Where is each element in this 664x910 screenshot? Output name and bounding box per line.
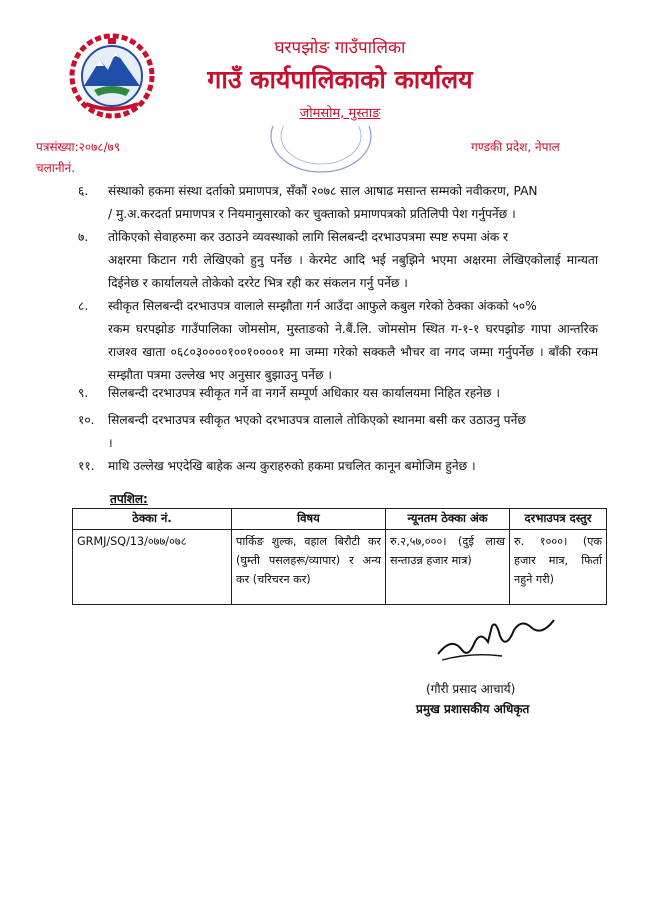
clause-text: माथि उल्लेख भएदेखि बाहेक अन्य कुराहरुको हकमा प्रचलित कानून बमोजिम हुनेछ । xyxy=(108,459,476,473)
clause-number: ६. xyxy=(78,184,89,198)
subject-cell: पार्किङ शुल्क, वहाल बिरौटी कर (घुम्ती पसलहरू/व्यापार) र अन्य कर (चरिचरन कर) xyxy=(232,530,386,605)
clause-continuation: / मु.अ.करदर्ता प्रमाणपत्र र नियमानुसारको कर चुक्ताको प्रमाणपत्रको प्रतिलिपी पेश गर्नुपर्नेछ । xyxy=(108,207,516,221)
clause-continuation: रकम घरपझोङ गाउँपालिका जोमसोम, मुस्ताङको ने.बैं.लि. जोमसोम स्थित ग-१-१ घरपझोङ गापा आन्तरिक राजश्व खाता ०६८०३००००१००१००००१ मा जम्मा गरेको सक्कलै भौचर वा नगद जम्मा गर्नुपर्नेछ । बाँकी रकम सम्झौता पत्रमा उल्लेख भए अनुसार बुझाउनु पर्नेछ । xyxy=(108,322,598,382)
dispatch-number: चलानीनं. xyxy=(36,161,76,175)
clause-6 xyxy=(78,180,598,226)
column-header: विषय xyxy=(232,509,386,530)
contract-table xyxy=(72,508,607,605)
clause-number: ८. xyxy=(78,299,89,313)
nepal-emblem-logo xyxy=(64,30,160,122)
municipality-name: घरपझोङ गाउँपालिका xyxy=(274,38,406,58)
office-title: गाउँ कार्यपालिकाको कार्यालय xyxy=(207,65,473,94)
schedule-heading: तपशिल: xyxy=(110,492,148,506)
clause-number: १०. xyxy=(78,413,95,427)
clause-continuation: । xyxy=(108,436,113,450)
clause-9 xyxy=(78,382,598,405)
province-label: गण्डकी प्रदेश, नेपाल xyxy=(471,140,560,154)
minimum-amount-cell: रु.२,५७,०००। (दुई लाख सन्ताउन्न हजार मात्र) xyxy=(386,530,510,605)
clause-number: ९. xyxy=(78,386,89,400)
clause-number: ११. xyxy=(78,459,95,473)
column-header: दरभाउपत्र दस्तुर xyxy=(510,509,607,530)
clause-8 xyxy=(78,295,598,387)
signatory-name: (गौरी प्रसाद आचार्य) xyxy=(426,682,516,696)
column-header: न्यूनतम ठेक्का अंक xyxy=(386,509,510,530)
letter-number: पत्रसंख्या:२०७८/७९ xyxy=(36,140,121,154)
signatory-position: प्रमुख प्रशासकीय अधिकृत xyxy=(416,702,530,716)
clause-10 xyxy=(78,409,598,455)
office-stamp-seal xyxy=(262,126,380,176)
clause-text: तोकिएको सेवाहरुमा कर उठाउने व्यवस्थाको लागि सिलबन्दी दरभाउपत्रमा स्पष्ट रुपमा अंक र xyxy=(108,230,509,244)
column-header: ठेक्का नं. xyxy=(73,509,232,530)
office-address: जोमसोम, मुस्ताङ xyxy=(299,106,381,121)
clause-text: संस्थाको हकमा संस्था दर्ताको प्रमाणपत्र, सँकौं २०७८ साल आषाढ मसान्त सम्मको नवीकरण, PAN xyxy=(108,184,538,198)
clause-7 xyxy=(78,226,598,295)
clause-text: स्वीकृत सिलबन्दी दरभाउपत्र वालाले सम्झौता गर्न आउँदा आफुले कबुल गरेको ठेक्का अंकको ५०% xyxy=(108,299,537,313)
handwritten-signature xyxy=(432,606,562,666)
clause-11 xyxy=(78,455,598,478)
table-header-row xyxy=(73,509,607,530)
clause-text: सिलबन्दी दरभाउपत्र स्वीकृत भएको दरभाउपत्र वालाले तोकिएको स्थानमा बसी कर उठाउनु पर्नेछ xyxy=(108,413,526,427)
clause-continuation: अक्षरमा किटान गरी लेखिएको हुनु पर्नेछ । केरमेट आदि भई नबुझिने भएमा अक्षरमा लेखिएकोलाई मान्यता दिईनेछ र कार्यालयले तोकेको दररेट भित्र रही कर संकलन गर्नु पर्नेछ । xyxy=(108,253,598,290)
bid-fee-cell: रु. १०००। (एक हजार मात्र, फिर्ता नहुने गरी) xyxy=(510,530,607,605)
table-row xyxy=(73,530,607,605)
clause-text: सिलबन्दी दरभाउपत्र स्वीकृत गर्ने वा नगर्ने सम्पूर्ण अधिकार यस कार्यालयमा निहित रहनेछ । xyxy=(108,386,500,400)
clause-number: ७. xyxy=(78,230,89,244)
contract-number-cell: GRMJ/SQ/13/०७७/०७८ xyxy=(73,530,232,605)
